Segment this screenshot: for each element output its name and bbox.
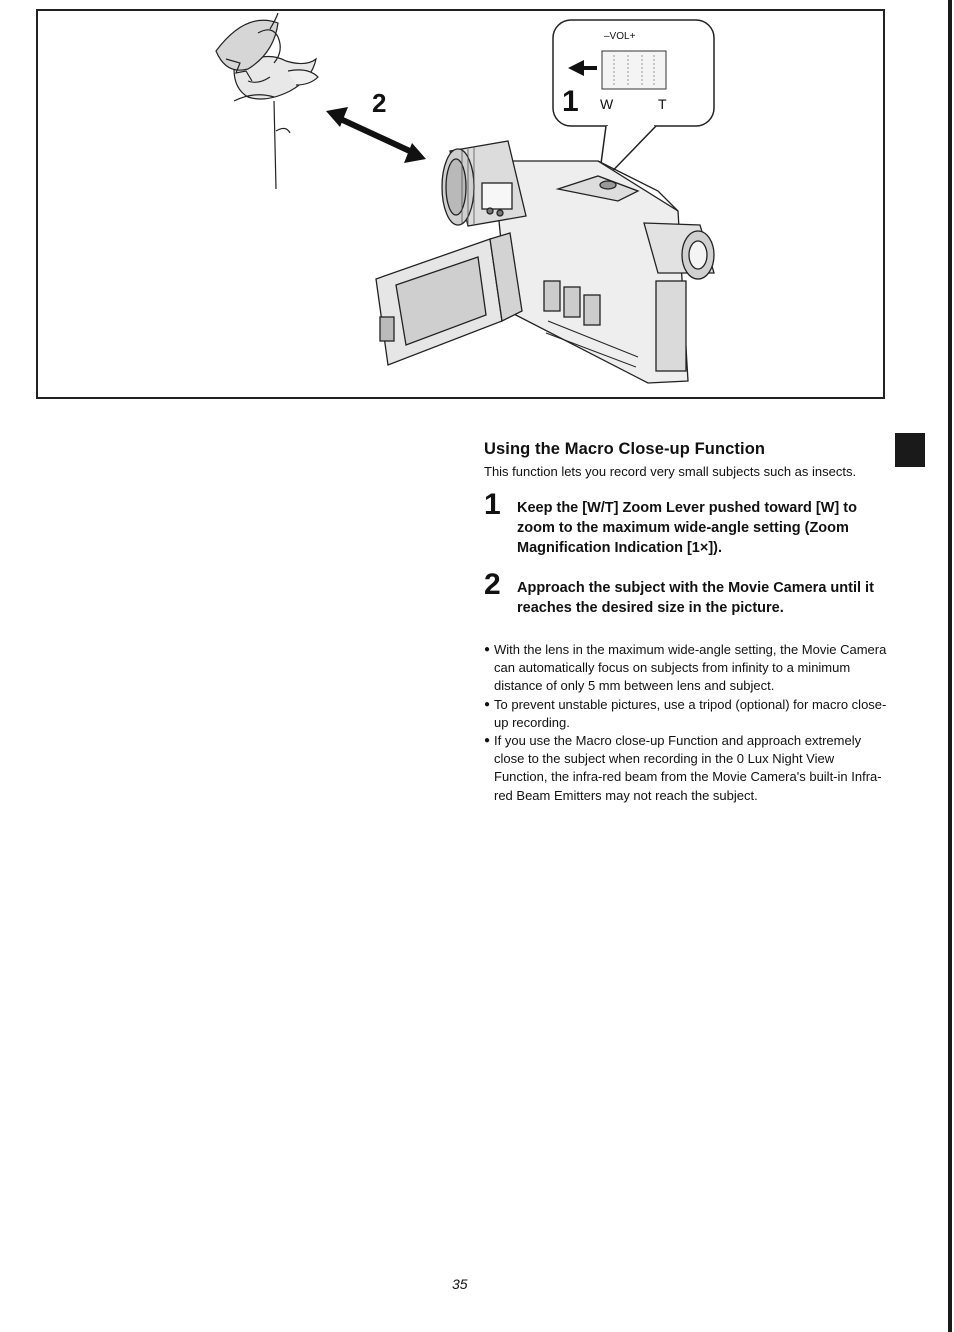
callout-w-label: W [600,96,614,112]
step-1 [484,488,889,558]
notes-list [484,641,889,805]
callout-vol-label: –VOL+ [604,31,636,42]
step-2 [484,568,889,618]
callout-t-label: T [658,96,667,112]
bullet-icon: ● [484,698,491,710]
page-number: 35 [452,1276,468,1292]
step-2-number: 2 [484,568,501,601]
step-2-text: Approach the subject with the Movie Camera until it reaches the desired size in the picture. [517,580,874,616]
bullet-icon: ● [484,644,491,655]
note-text: To prevent unstable pictures, use a tripod (optional) for macro close-up recording. [494,696,887,730]
illustration-svg [38,11,883,397]
callout-step-label: 1 [562,85,579,118]
note-item [484,696,889,732]
illustration-figure [36,9,885,399]
instruction-content [484,440,889,805]
butterfly-icon [216,13,318,189]
step-1-text: Keep the [W/T] Zoom Lever pushed toward [W] to zoom to the maximum wide-angle setting (Zoom Magnification Indication [1×]). [517,500,857,556]
camcorder-icon [376,141,714,383]
note-text: With the lens in the maximum wide-angle setting, the Movie Camera can automatically focus on subjects from infinity to a minimum distance of only 5 mm between lens and subject. [494,642,887,694]
page-edge-bar [948,0,952,1332]
section-intro: This function lets you record very small subjects such as insects. [484,464,857,479]
note-item [484,641,889,696]
section-tab-marker [895,433,925,467]
note-item [484,732,889,805]
section-heading: Using the Macro Close-up Function [484,440,766,458]
note-text: If you use the Macro close-up Function and approach extremely close to the subject when recording in the 0 Lux Night View Function, the infra-red beam from the Movie Camera's built-in Infra-red Beam Emitters may not reach the subject. [494,733,882,803]
arrow-step-label: 2 [372,88,387,118]
bullet-icon: ● [484,735,491,747]
step-1-number: 1 [484,488,501,521]
